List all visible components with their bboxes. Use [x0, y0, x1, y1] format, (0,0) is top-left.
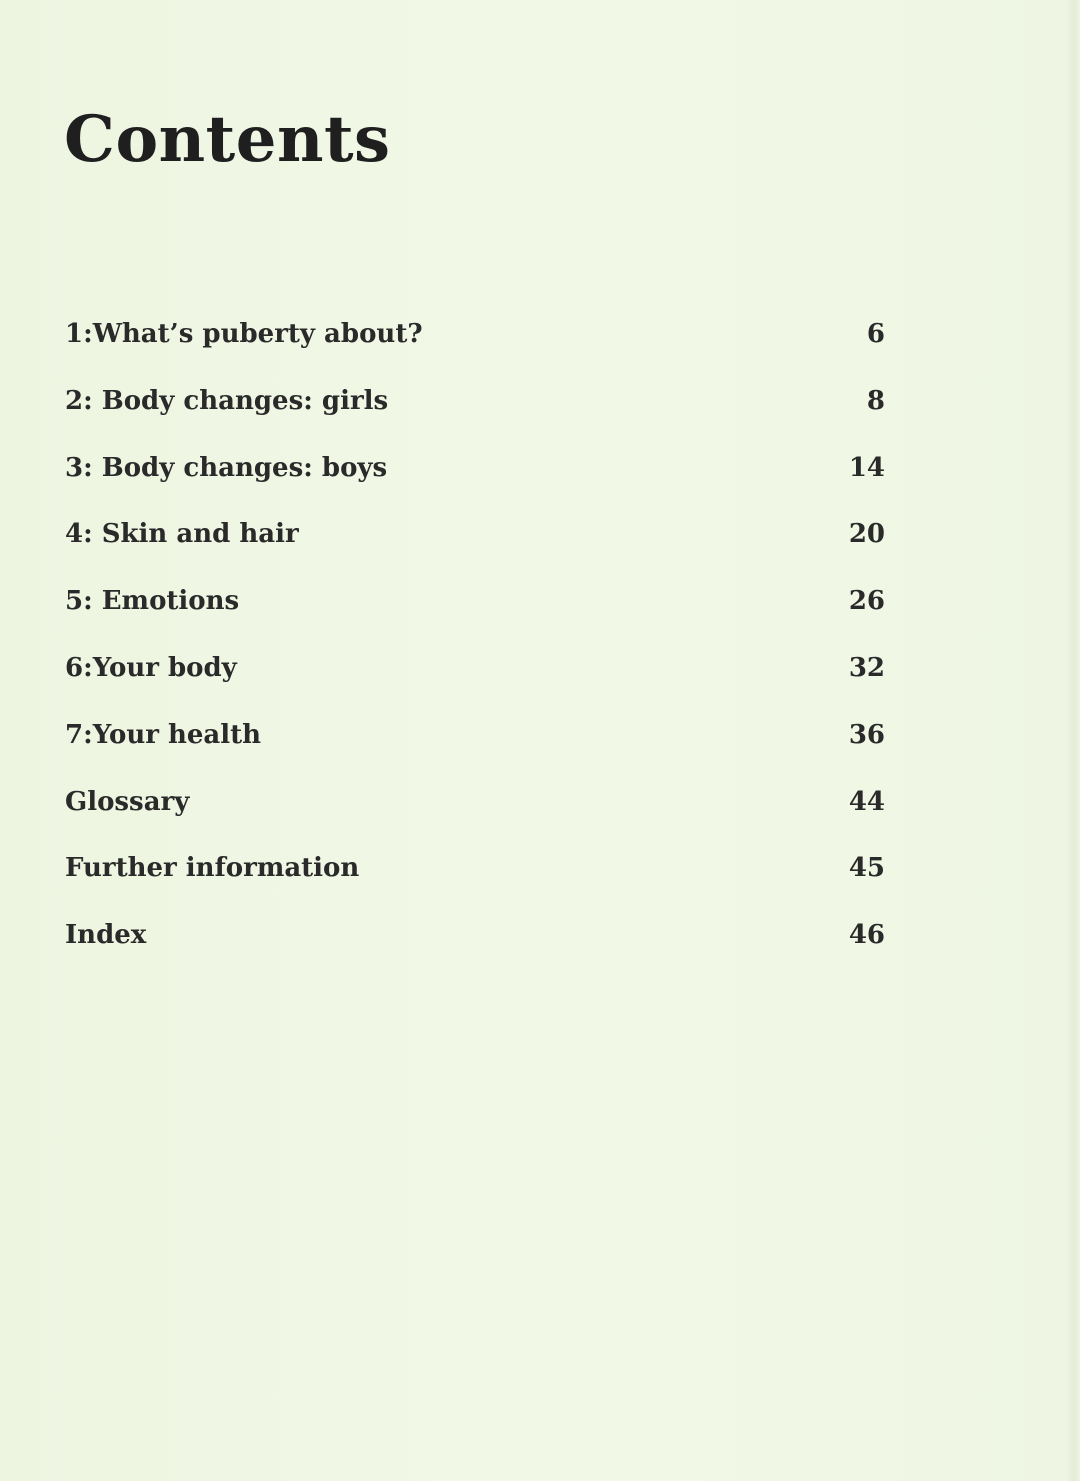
toc-entry [65, 312, 885, 379]
toc-entry-page: 26 [848, 586, 885, 617]
toc-entry [65, 379, 885, 446]
toc-entry-label: Further information [65, 853, 360, 884]
toc-entry [65, 646, 885, 713]
toc-entry-page: 20 [848, 519, 885, 550]
page-edge [1066, 0, 1080, 1481]
toc-entry-label: 2: Body changes: girls [65, 385, 389, 416]
table-of-contents [65, 312, 885, 980]
toc-entry-label: 1:What’s puberty about? [65, 319, 423, 349]
toc-entry-page: 46 [848, 920, 885, 951]
toc-entry-page: 44 [848, 786, 885, 817]
toc-entry-page: 45 [848, 853, 885, 884]
toc-entry [65, 846, 885, 913]
toc-entry-label: Index [65, 920, 147, 951]
page-title: Contents [64, 102, 391, 177]
toc-entry-label: 6:Your body [65, 652, 237, 683]
toc-entry-page: 32 [848, 652, 885, 683]
toc-entry [65, 579, 885, 646]
toc-entry [65, 446, 885, 513]
toc-entry-page: 36 [848, 719, 885, 750]
toc-entry [65, 713, 885, 780]
toc-entry-label: 5: Emotions [65, 586, 240, 617]
toc-entry-page: 14 [848, 452, 885, 483]
toc-entry [65, 512, 885, 579]
toc-entry-label: 4: Skin and hair [65, 519, 299, 550]
toc-entry-label: Glossary [65, 786, 190, 817]
toc-entry [65, 780, 885, 847]
toc-entry-label: 3: Body changes: boys [65, 452, 388, 483]
toc-entry-page: 8 [866, 385, 885, 416]
toc-entry [65, 913, 885, 980]
toc-entry-page: 6 [866, 319, 885, 349]
toc-entry-label: 7:Your health [65, 719, 262, 750]
